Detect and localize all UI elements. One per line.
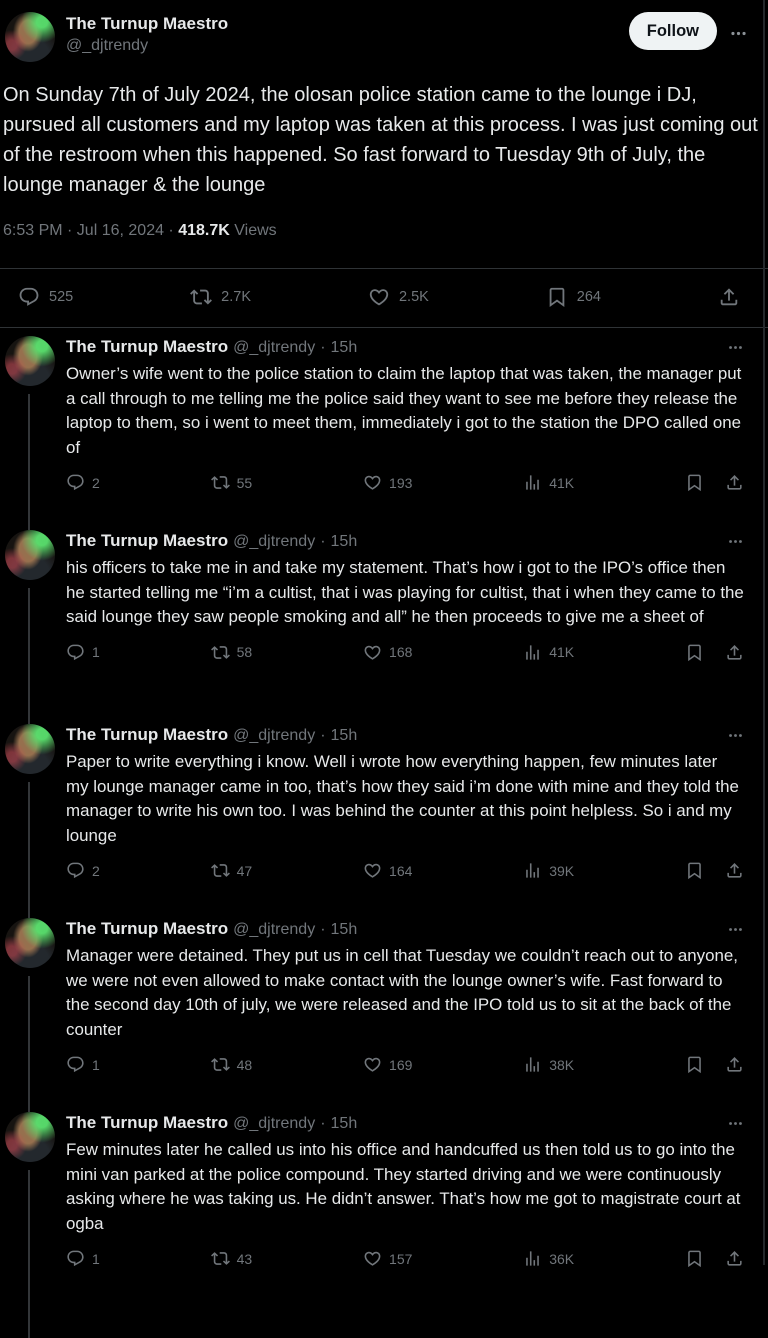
thread-connector-line <box>28 588 30 724</box>
heart-icon <box>363 861 382 880</box>
tweet-text: Few minutes later he called us into his office and handcuffed us then told us to go into the mini van parked at the police compound. They started driving and we were continuously asking where he was taking us. He didn’t answer. That’s how me got to magistrate court at ogba <box>66 1140 741 1233</box>
share-icon[interactable] <box>725 643 744 662</box>
author-name[interactable]: The Turnup Maestro <box>66 337 229 356</box>
more-icon[interactable] <box>729 24 748 48</box>
author-name[interactable]: The Turnup Maestro <box>66 725 229 744</box>
heart-icon <box>363 1055 382 1074</box>
reply-count: 1 <box>92 644 100 660</box>
bookmark-button[interactable] <box>546 286 601 308</box>
like-count: 168 <box>389 644 413 660</box>
more-icon[interactable] <box>727 1115 744 1138</box>
repost-button[interactable] <box>211 473 253 492</box>
author-handle[interactable]: @_djtrendy <box>233 1115 316 1132</box>
repost-button[interactable] <box>211 643 253 662</box>
reply-icon <box>18 286 40 308</box>
heart-icon <box>368 286 390 308</box>
author-name[interactable]: The Turnup Maestro <box>66 14 229 33</box>
tweet-text: Paper to write everything i know. Well i wrote how everything happen, few minutes later my lounge manager came in too, that’s how they said i’m done with mine and they told the manager to write his own too. I was behind the counter at this point helpless. So i and my lounge <box>66 752 739 845</box>
separator-dot: · <box>320 921 326 938</box>
tweet-text: Owner’s wife went to the police station to claim the laptop that was taken, the manager put a call through to me telling me the police said they want to see me before they release the laptop to them, so i went to meet them, immediately i got to the station the DPO called one of <box>66 364 742 457</box>
separator-dot: · <box>320 1115 326 1132</box>
views-stat[interactable] <box>523 861 574 880</box>
repost-icon <box>211 861 230 880</box>
author-handle[interactable]: @_djtrendy <box>233 339 316 356</box>
reply-icon <box>66 1055 85 1074</box>
views-count: 418.7K <box>178 222 230 239</box>
heart-icon <box>363 643 382 662</box>
reply-icon <box>66 473 85 492</box>
separator-dot: · <box>320 727 326 744</box>
repost-button[interactable] <box>211 1249 253 1268</box>
reply-icon <box>66 643 85 662</box>
share-icon <box>718 286 740 308</box>
avatar[interactable] <box>5 530 55 580</box>
avatar[interactable] <box>5 12 55 62</box>
reply-tweet[interactable] <box>0 716 768 910</box>
reply-button[interactable] <box>18 286 73 308</box>
engagement-bar <box>66 473 744 492</box>
tweet-age: 15h <box>330 1115 358 1132</box>
engagement-bar <box>0 269 768 327</box>
bookmark-icon[interactable] <box>685 1055 704 1074</box>
like-button[interactable] <box>363 643 412 662</box>
like-count: 193 <box>389 474 413 491</box>
reply-tweet[interactable] <box>0 910 768 1104</box>
views-count: 39K <box>549 862 575 879</box>
bookmark-icon[interactable] <box>685 473 704 492</box>
repost-count: 48 <box>236 1056 253 1073</box>
thread-connector-line <box>28 1170 30 1338</box>
share-icon[interactable] <box>725 473 744 492</box>
reply-button[interactable] <box>66 473 100 492</box>
repost-button[interactable] <box>190 286 251 308</box>
tweet-text: On Sunday 7th of July 2024, the olosan police station came to the lounge i DJ, pursued all customers and my laptop was taken at this process. I was just coming out of the restroom when this happened. So fast forward to Tuesday 9th of July, the lounge manager & the lounge <box>3 84 758 196</box>
author-name[interactable]: The Turnup Maestro <box>66 919 229 938</box>
bookmark-icon <box>546 286 568 308</box>
reply-tweet[interactable] <box>0 522 768 716</box>
views-label: Views <box>234 222 277 239</box>
repost-icon <box>211 643 230 662</box>
share-icon[interactable] <box>725 1249 744 1268</box>
repost-icon <box>211 1249 230 1268</box>
engagement-bar <box>66 1055 744 1074</box>
tweet-age: 15h <box>330 727 358 744</box>
like-button[interactable] <box>368 286 429 308</box>
separator-dot: · <box>320 533 326 550</box>
reply-button[interactable] <box>66 643 100 662</box>
separator-dot: · <box>320 339 326 356</box>
views-stat[interactable] <box>523 1055 574 1074</box>
like-button[interactable] <box>363 861 412 880</box>
views-count: 38K <box>549 1056 575 1073</box>
tweet-timestamp <box>3 221 763 240</box>
reply-count: 2 <box>92 862 100 879</box>
reply-button[interactable] <box>66 861 100 880</box>
reply-thread <box>0 328 768 1298</box>
avatar[interactable] <box>5 336 55 386</box>
views-count: 41K <box>549 644 575 660</box>
like-button[interactable] <box>363 473 412 492</box>
author-name[interactable]: The Turnup Maestro <box>66 1113 229 1132</box>
tweet-age: 15h <box>330 533 358 550</box>
reply-tweet[interactable] <box>0 328 768 522</box>
bookmark-icon[interactable] <box>685 1249 704 1268</box>
reply-icon <box>66 861 85 880</box>
like-count: 169 <box>389 1056 413 1073</box>
more-icon[interactable] <box>727 339 744 362</box>
more-icon[interactable] <box>727 533 744 556</box>
tweet-age: 15h <box>330 921 358 938</box>
reply-tweet[interactable] <box>0 1104 768 1298</box>
views-count: 36K <box>549 1250 575 1267</box>
like-button[interactable] <box>363 1249 412 1268</box>
views-stat[interactable] <box>523 473 574 492</box>
like-button[interactable] <box>363 1055 412 1074</box>
more-icon[interactable] <box>727 921 744 944</box>
main-tweet <box>0 0 768 328</box>
repost-button[interactable] <box>211 1055 253 1074</box>
repost-count: 58 <box>236 644 253 660</box>
like-count: 157 <box>389 1250 413 1267</box>
analytics-icon <box>523 1249 542 1268</box>
like-count: 2.5K <box>398 289 429 305</box>
author-handle[interactable]: @_djtrendy <box>233 727 316 744</box>
author-block <box>66 12 228 57</box>
bookmark-icon[interactable] <box>685 643 704 662</box>
avatar[interactable] <box>5 724 55 774</box>
repost-count: 2.7K <box>221 289 252 305</box>
share-button[interactable] <box>718 286 740 308</box>
reply-button[interactable] <box>66 1055 100 1074</box>
share-icon[interactable] <box>725 861 744 880</box>
reply-count: 1 <box>92 1056 100 1073</box>
more-icon[interactable] <box>727 727 744 750</box>
reply-count: 1 <box>92 1250 100 1267</box>
repost-icon <box>211 1055 230 1074</box>
engagement-bar <box>66 861 744 880</box>
tweet-age: 15h <box>330 339 358 356</box>
repost-button[interactable] <box>211 861 253 880</box>
time-date: 6:53 PM · Jul 16, 2024 · <box>3 222 174 239</box>
reply-button[interactable] <box>66 1249 100 1268</box>
tweet-text: Manager were detained. They put us in cell that Tuesday we couldn’t reach out to anyone, we were not even allowed to make contact with the lounge owner’s wife. Fast forward to the second day 10th of july, we were released and the IPO told us to sit at the back of the counter <box>66 946 738 1039</box>
tweet-text: his officers to take me in and take my statement. That’s how i got to the IPO’s office then he started telling me “i’m a cultist, that i was playing for cultist, that i when they came to the said lounge they saw people smoking and all” he then proceeds to give me a sheet of <box>66 558 744 626</box>
author-handle[interactable]: @_djtrendy <box>66 37 149 54</box>
thread-connector-line <box>28 394 30 530</box>
author-handle[interactable]: @_djtrendy <box>233 533 316 550</box>
bookmark-icon[interactable] <box>685 861 704 880</box>
follow-button[interactable]: Follow <box>629 12 717 50</box>
heart-icon <box>363 473 382 492</box>
main-tweet-header <box>0 0 768 62</box>
repost-count: 47 <box>236 862 253 879</box>
heart-icon <box>363 1249 382 1268</box>
repost-count: 43 <box>236 1250 253 1267</box>
author-name[interactable]: The Turnup Maestro <box>66 531 229 550</box>
reply-count: 2 <box>92 474 100 491</box>
thread-connector-line <box>28 976 30 1112</box>
repost-count: 55 <box>236 474 253 491</box>
like-count: 164 <box>389 862 413 879</box>
analytics-icon <box>523 1055 542 1074</box>
reply-icon <box>66 1249 85 1268</box>
views-stat[interactable] <box>523 643 574 662</box>
engagement-bar <box>66 1249 744 1268</box>
repost-icon <box>190 286 212 308</box>
analytics-icon <box>523 473 542 492</box>
repost-icon <box>211 473 230 492</box>
avatar[interactable] <box>5 1112 55 1162</box>
avatar[interactable] <box>5 918 55 968</box>
engagement-bar <box>66 643 744 662</box>
share-icon[interactable] <box>725 1055 744 1074</box>
thread-connector-line <box>28 782 30 918</box>
analytics-icon <box>523 643 542 662</box>
bookmark-count: 264 <box>576 289 601 305</box>
views-stat[interactable] <box>523 1249 574 1268</box>
views-count: 41K <box>549 474 575 491</box>
reply-count: 525 <box>49 289 74 305</box>
analytics-icon <box>523 861 542 880</box>
author-handle[interactable]: @_djtrendy <box>233 921 316 938</box>
